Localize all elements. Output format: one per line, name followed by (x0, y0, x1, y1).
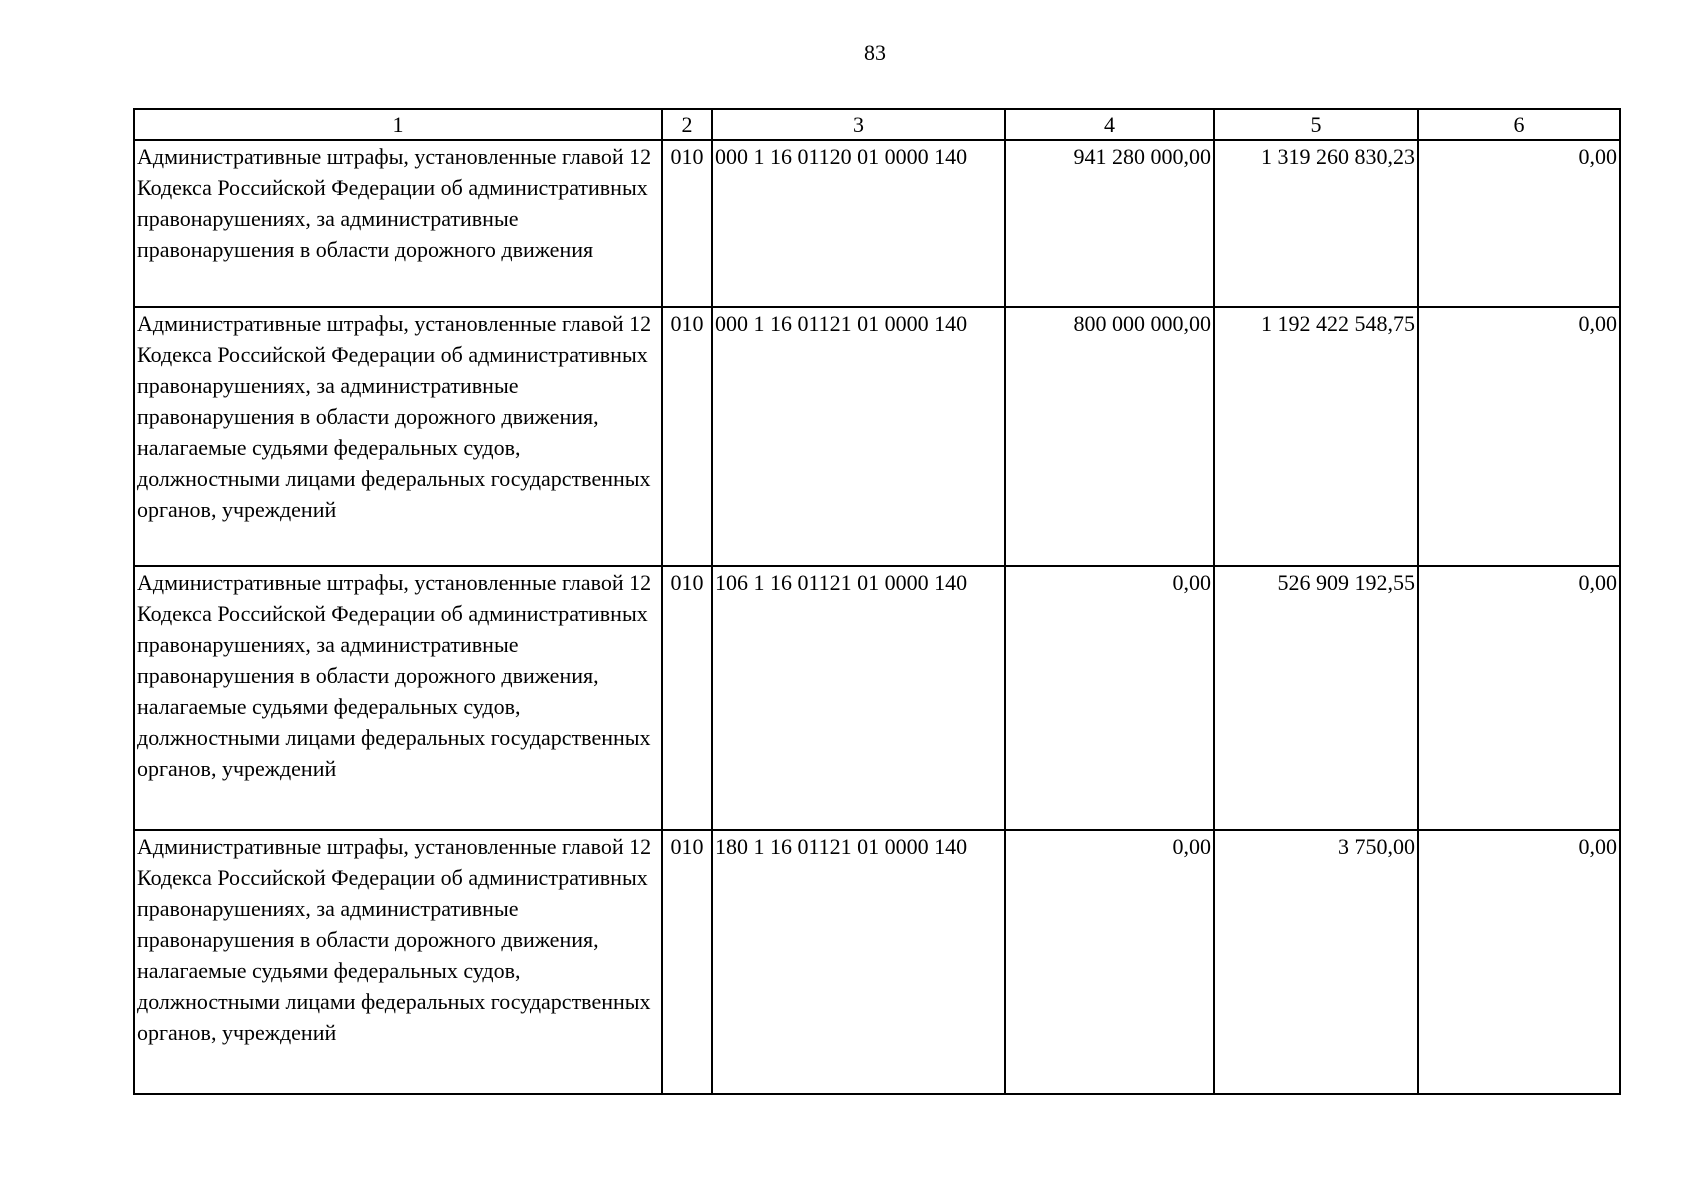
row-budget-code: 000 1 16 01120 01 0000 140 (712, 140, 1005, 307)
budget-table (133, 108, 1621, 1095)
header-col-2: 2 (662, 109, 712, 140)
header-col-5: 5 (1214, 109, 1418, 140)
row-value-col4: 941 280 000,00 (1005, 140, 1214, 307)
header-col-6: 6 (1418, 109, 1620, 140)
row-value-col4: 800 000 000,00 (1005, 307, 1214, 566)
row-value-col6: 0,00 (1418, 307, 1620, 566)
row-value-col5: 526 909 192,55 (1214, 566, 1418, 830)
row-value-col5: 1 319 260 830,23 (1214, 140, 1418, 307)
row-value-col4: 0,00 (1005, 566, 1214, 830)
row-value-col4: 0,00 (1005, 830, 1214, 1094)
header-col-1: 1 (134, 109, 662, 140)
row-description: Административные штрафы, установленные главой 12 Кодекса Российской Федерации об административных правонарушениях, за административные правонарушения в области дорожного движения (134, 140, 662, 307)
table-header-row (134, 109, 1620, 140)
row-budget-code: 180 1 16 01121 01 0000 140 (712, 830, 1005, 1094)
row-budget-code: 106 1 16 01121 01 0000 140 (712, 566, 1005, 830)
row-admin-code: 010 (662, 307, 712, 566)
table-row (134, 140, 1620, 307)
table-row (134, 307, 1620, 566)
row-admin-code: 010 (662, 140, 712, 307)
row-description: Административные штрафы, установленные главой 12 Кодекса Российской Федерации об административных правонарушениях, за административные правонарушения в области дорожного движения, налагаемые судьями федеральных судов, должностными лицами федеральных государственных органов, учреждений (134, 566, 662, 830)
row-description: Административные штрафы, установленные главой 12 Кодекса Российской Федерации об административных правонарушениях, за административные правонарушения в области дорожного движения, налагаемые судьями федеральных судов, должностными лицами федеральных государственных органов, учреждений (134, 307, 662, 566)
page-number: 83 (864, 40, 886, 65)
row-budget-code: 000 1 16 01121 01 0000 140 (712, 307, 1005, 566)
row-value-col6: 0,00 (1418, 140, 1620, 307)
table-row (134, 830, 1620, 1094)
row-value-col5: 1 192 422 548,75 (1214, 307, 1418, 566)
row-description: Административные штрафы, установленные главой 12 Кодекса Российской Федерации об административных правонарушениях, за административные правонарушения в области дорожного движения, налагаемые судьями федеральных судов, должностными лицами федеральных государственных органов, учреждений (134, 830, 662, 1094)
row-value-col6: 0,00 (1418, 566, 1620, 830)
row-admin-code: 010 (662, 830, 712, 1094)
header-col-4: 4 (1005, 109, 1214, 140)
header-col-3: 3 (712, 109, 1005, 140)
row-value-col6: 0,00 (1418, 830, 1620, 1094)
row-value-col5: 3 750,00 (1214, 830, 1418, 1094)
table-row (134, 566, 1620, 830)
row-admin-code: 010 (662, 566, 712, 830)
